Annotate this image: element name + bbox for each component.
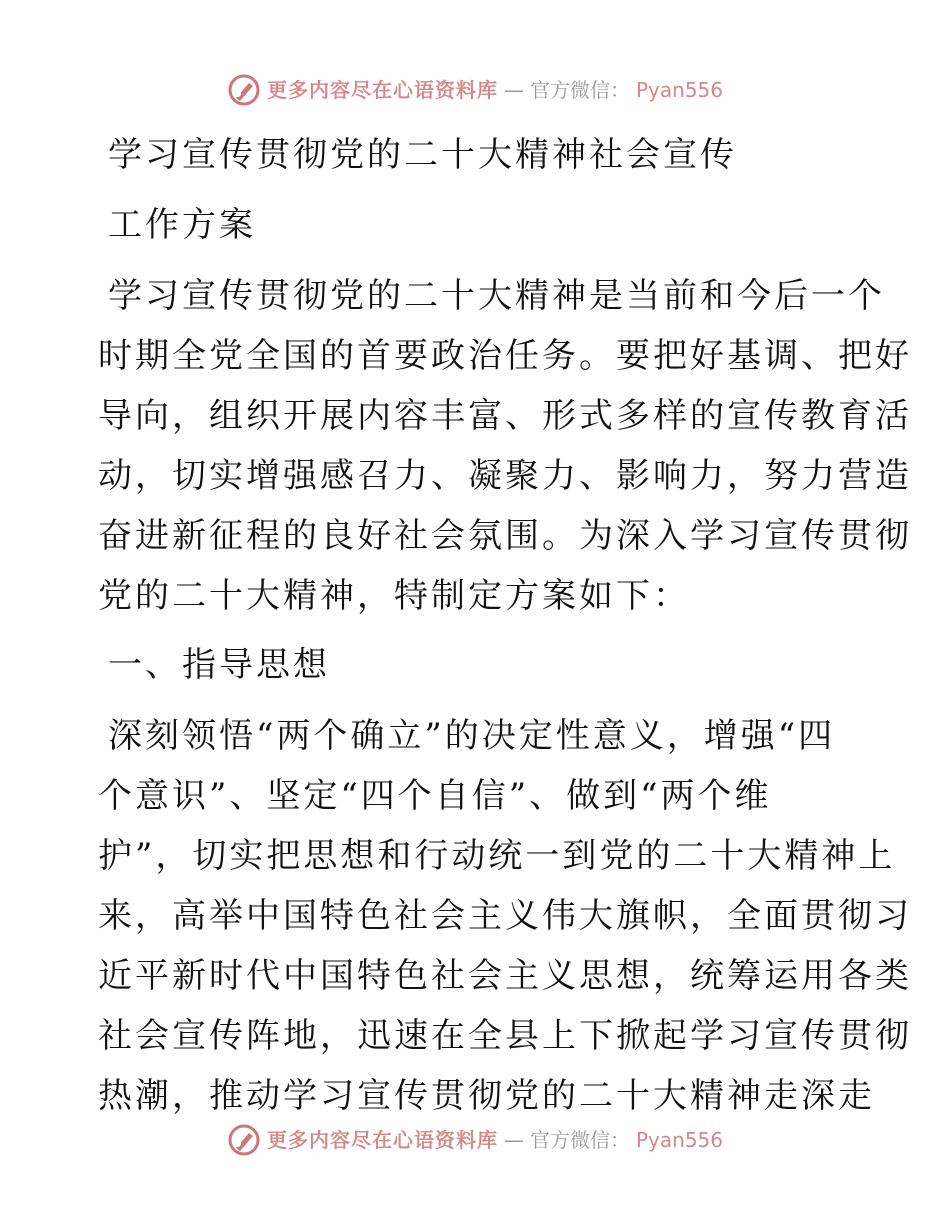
watermark-wechat-label: 官方微信： (529, 78, 630, 102)
section-1-paragraph (98, 706, 912, 1126)
watermark-main-text: 更多内容尽在心语资料库 (266, 78, 498, 102)
pen-logo-icon (227, 73, 261, 107)
watermark-main-text: 更多内容尽在心语资料库 (266, 1128, 498, 1152)
header-watermark (0, 70, 950, 110)
watermark-wechat-label: 官方微信： (529, 1128, 630, 1152)
paragraph-line: 学习宣传贯彻党的二十大精神是当前和今后一个 (108, 276, 885, 316)
watermark-wechat-id: Pyan556 (635, 78, 723, 102)
intro-paragraph (98, 266, 912, 626)
paragraph-line: 奋进新征程的良好社会氛围。为深入学习宣传贯彻 (98, 516, 912, 556)
paragraph-line: 热潮，推动学习宣传贯彻党的二十大精神走深走 (98, 1076, 875, 1116)
watermark-separator: — (503, 78, 524, 102)
paragraph-line: 党的二十大精神，特制定方案如下： (98, 576, 690, 616)
paragraph-line: 动，切实增强感召力、凝聚力、影响力，努力营造 (98, 456, 912, 496)
watermark-separator: — (503, 1128, 524, 1152)
paragraph-line: 个意识”、坚定“四个自信”、做到“两个维 (98, 776, 772, 816)
document-body (98, 120, 912, 1126)
paragraph-line: 导向，组织开展内容丰富、形式多样的宣传教育活 (98, 396, 912, 436)
paragraph-line: 来，高举中国特色社会主义伟大旗帜，全面贯彻习 (98, 896, 912, 936)
paragraph-line: 护”，切实把思想和行动统一到党的二十大精神上 (98, 836, 896, 876)
paragraph-line: 时期全党全国的首要政治任务。要把好基调、把好 (98, 336, 912, 376)
paragraph-line: 深刻领悟“两个确立”的决定性意义，增强“四 (108, 716, 836, 756)
footer-watermark (0, 1120, 950, 1160)
paragraph-line: 社会宣传阵地，迅速在全县上下掀起学习宣传贯彻 (98, 1016, 912, 1056)
document-title-line-1: 学习宣传贯彻党的二十大精神社会宣传 (108, 135, 737, 175)
pen-logo-icon (227, 1123, 261, 1157)
document-title-line-2: 工作方案 (108, 205, 256, 245)
paragraph-line: 近平新时代中国特色社会主义思想，统筹运用各类 (98, 956, 912, 996)
watermark-wechat-id: Pyan556 (635, 1128, 723, 1152)
section-heading-guiding-thought: 一、指导思想 (108, 645, 330, 685)
